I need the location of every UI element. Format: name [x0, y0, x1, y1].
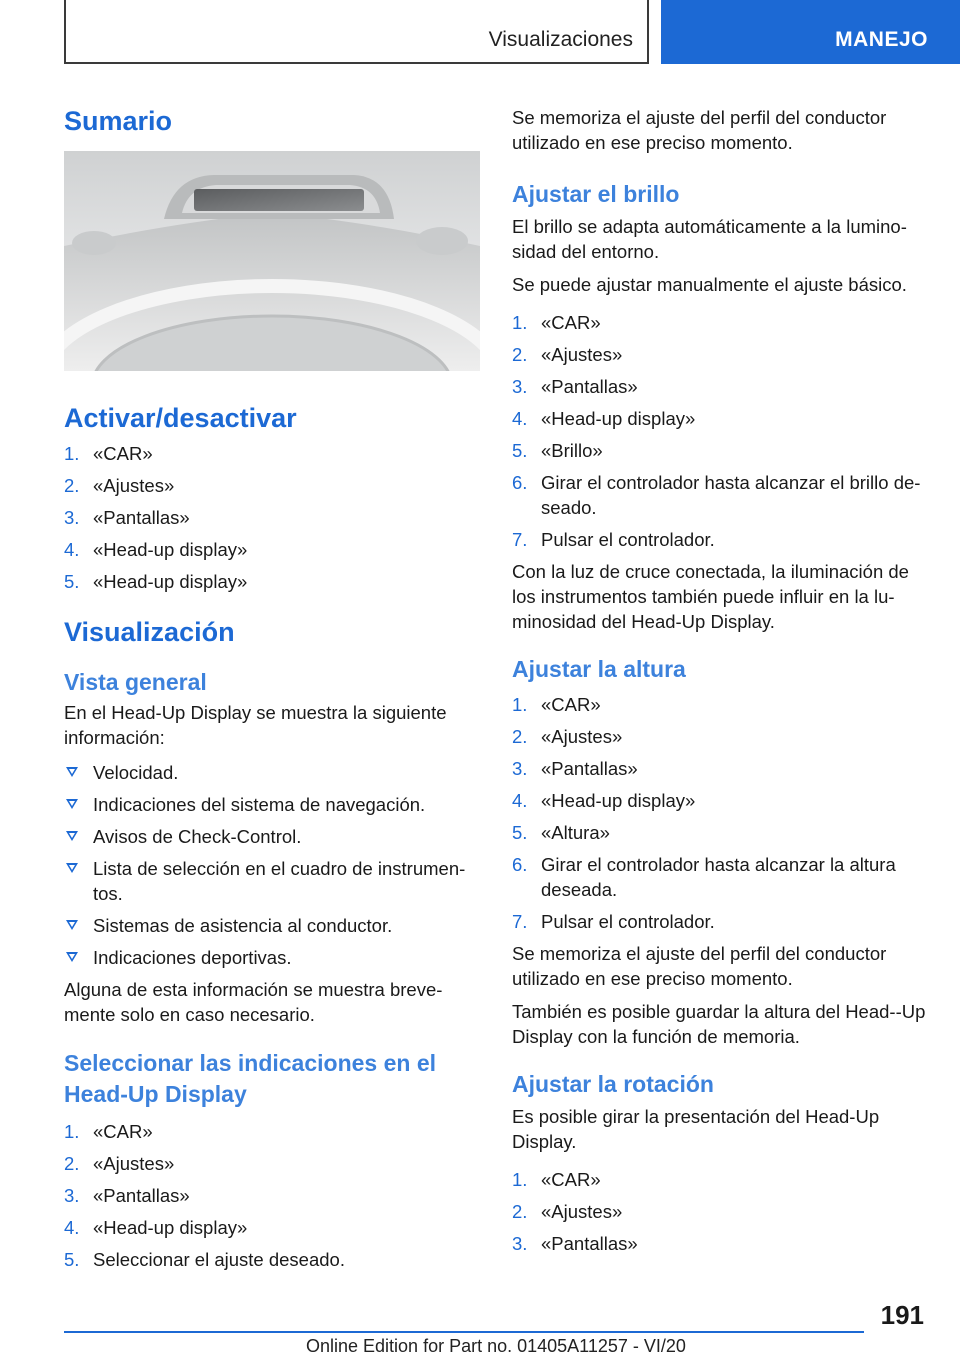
bullet-triangle-icon: [66, 952, 78, 962]
header-section-title: Visualizaciones: [488, 28, 633, 51]
brillo-p2: Se puede ajustar manualmente el ajuste básico.: [512, 274, 907, 295]
rotacion-heading: Ajustar la rotación: [512, 1071, 714, 1097]
list-item: Avisos de Check-Control.: [64, 824, 480, 849]
visualizacion-heading: Visualización: [64, 617, 235, 647]
rotacion-steps: [512, 1167, 928, 1256]
list-item: Indicaciones del sistema de navegación.: [64, 792, 480, 817]
seleccionar-heading: Seleccionar las indicaciones en el Head-Up Display: [64, 1050, 437, 1107]
left-column: [64, 100, 480, 1279]
altura-p2: También es posible guardar la altura del Head--Up Display con la función de memoria.: [512, 1001, 926, 1047]
footer-divider: [64, 1331, 864, 1333]
list-item: 2. «Ajustes»: [512, 726, 623, 747]
list-item: 5. «Brillo»: [512, 440, 603, 461]
brillo-p3: Con la luz de cruce conectada, la iluminación de los instrumentos también puede influir en la lu-minosidad del Head-Up Display.: [512, 561, 909, 632]
list-item: 6. Girar el controlador hasta alcanzar el brillo de-seado.: [512, 472, 921, 518]
list-item: 5. Seleccionar el ajuste deseado.: [64, 1249, 345, 1270]
brillo-steps: [512, 310, 928, 552]
list-item: 4. «Head-up display»: [64, 539, 248, 560]
list-item: 1. «CAR»: [64, 1121, 153, 1142]
list-item: 7. Pulsar el controlador.: [512, 529, 715, 550]
hud-photo: [64, 151, 480, 371]
list-item: Indicaciones deportivas.: [64, 945, 480, 970]
list-item: 1. «CAR»: [512, 694, 601, 715]
bullet-triangle-icon: [66, 767, 78, 777]
bullet-triangle-icon: [66, 799, 78, 809]
list-item: 3. «Pantallas»: [64, 507, 190, 528]
list-item: 3. «Pantallas»: [512, 376, 638, 397]
list-item: 1. «CAR»: [512, 1169, 601, 1190]
vista-intro: En el Head-Up Display se muestra la siguiente información:: [64, 702, 447, 748]
list-item: 5. «Head-up display»: [64, 571, 248, 592]
page-number: 191: [880, 1300, 924, 1330]
vista-note: Alguna de esta información se muestra breve-mente solo en caso necesario.: [64, 979, 443, 1025]
altura-steps: [512, 692, 928, 934]
vista-general-heading: Vista general: [64, 669, 207, 695]
sumario-heading: Sumario: [64, 106, 173, 136]
activar-heading: Activar/desactivar: [64, 403, 297, 433]
header-chapter-label: MANEJO: [835, 28, 928, 51]
rotacion-p1: Es posible girar la presentación del Head-Up Display.: [512, 1106, 880, 1152]
list-item: 2. «Ajustes»: [64, 1153, 175, 1174]
list-item: 2. «Ajustes»: [64, 475, 175, 496]
seleccionar-steps: [64, 1119, 480, 1272]
vista-bullets: [64, 760, 480, 970]
list-item: 3. «Pantallas»: [512, 758, 638, 779]
brillo-p1: El brillo se adapta automáticamente a la lumino-sidad del entorno.: [512, 216, 907, 262]
list-item: Velocidad.: [64, 760, 480, 785]
list-item: Sistemas de asistencia al conductor.: [64, 913, 480, 938]
bullet-triangle-icon: [66, 831, 78, 841]
altura-p1: Se memoriza el ajuste del perfil del conductor utilizado en ese preciso momento.: [512, 943, 887, 989]
bullet-triangle-icon: [66, 863, 78, 873]
list-item: 7. Pulsar el controlador.: [512, 911, 715, 932]
list-item: 4. «Head-up display»: [64, 1217, 248, 1238]
list-item: 1. «CAR»: [64, 443, 153, 464]
list-item: Lista de selección en el cuadro de instrumen-tos.: [64, 856, 480, 906]
footer-edition: Online Edition for Part no. 01405A11257 - VI/20: [306, 1336, 686, 1356]
list-item: 4. «Head-up display»: [512, 408, 696, 429]
header-section-box: [64, 0, 649, 64]
list-item: 6. Girar el controlador hasta alcanzar la altura deseada.: [512, 854, 896, 900]
right-intro: Se memoriza el ajuste del perfil del conductor utilizado en ese preciso momento.: [512, 107, 887, 153]
list-item: 1. «CAR»: [512, 312, 601, 333]
list-item: 2. «Ajustes»: [512, 344, 623, 365]
list-item: 4. «Head-up display»: [512, 790, 696, 811]
brillo-heading: Ajustar el brillo: [512, 181, 680, 207]
list-item: 3. «Pantallas»: [512, 1233, 638, 1254]
altura-heading: Ajustar la altura: [512, 656, 686, 682]
header-chapter-tab: [661, 0, 960, 64]
right-column: [512, 100, 928, 1263]
activar-steps: [64, 441, 480, 594]
bullet-triangle-icon: [66, 920, 78, 930]
list-item: 2. «Ajustes»: [512, 1201, 623, 1222]
list-item: 3. «Pantallas»: [64, 1185, 190, 1206]
list-item: 5. «Altura»: [512, 822, 610, 843]
